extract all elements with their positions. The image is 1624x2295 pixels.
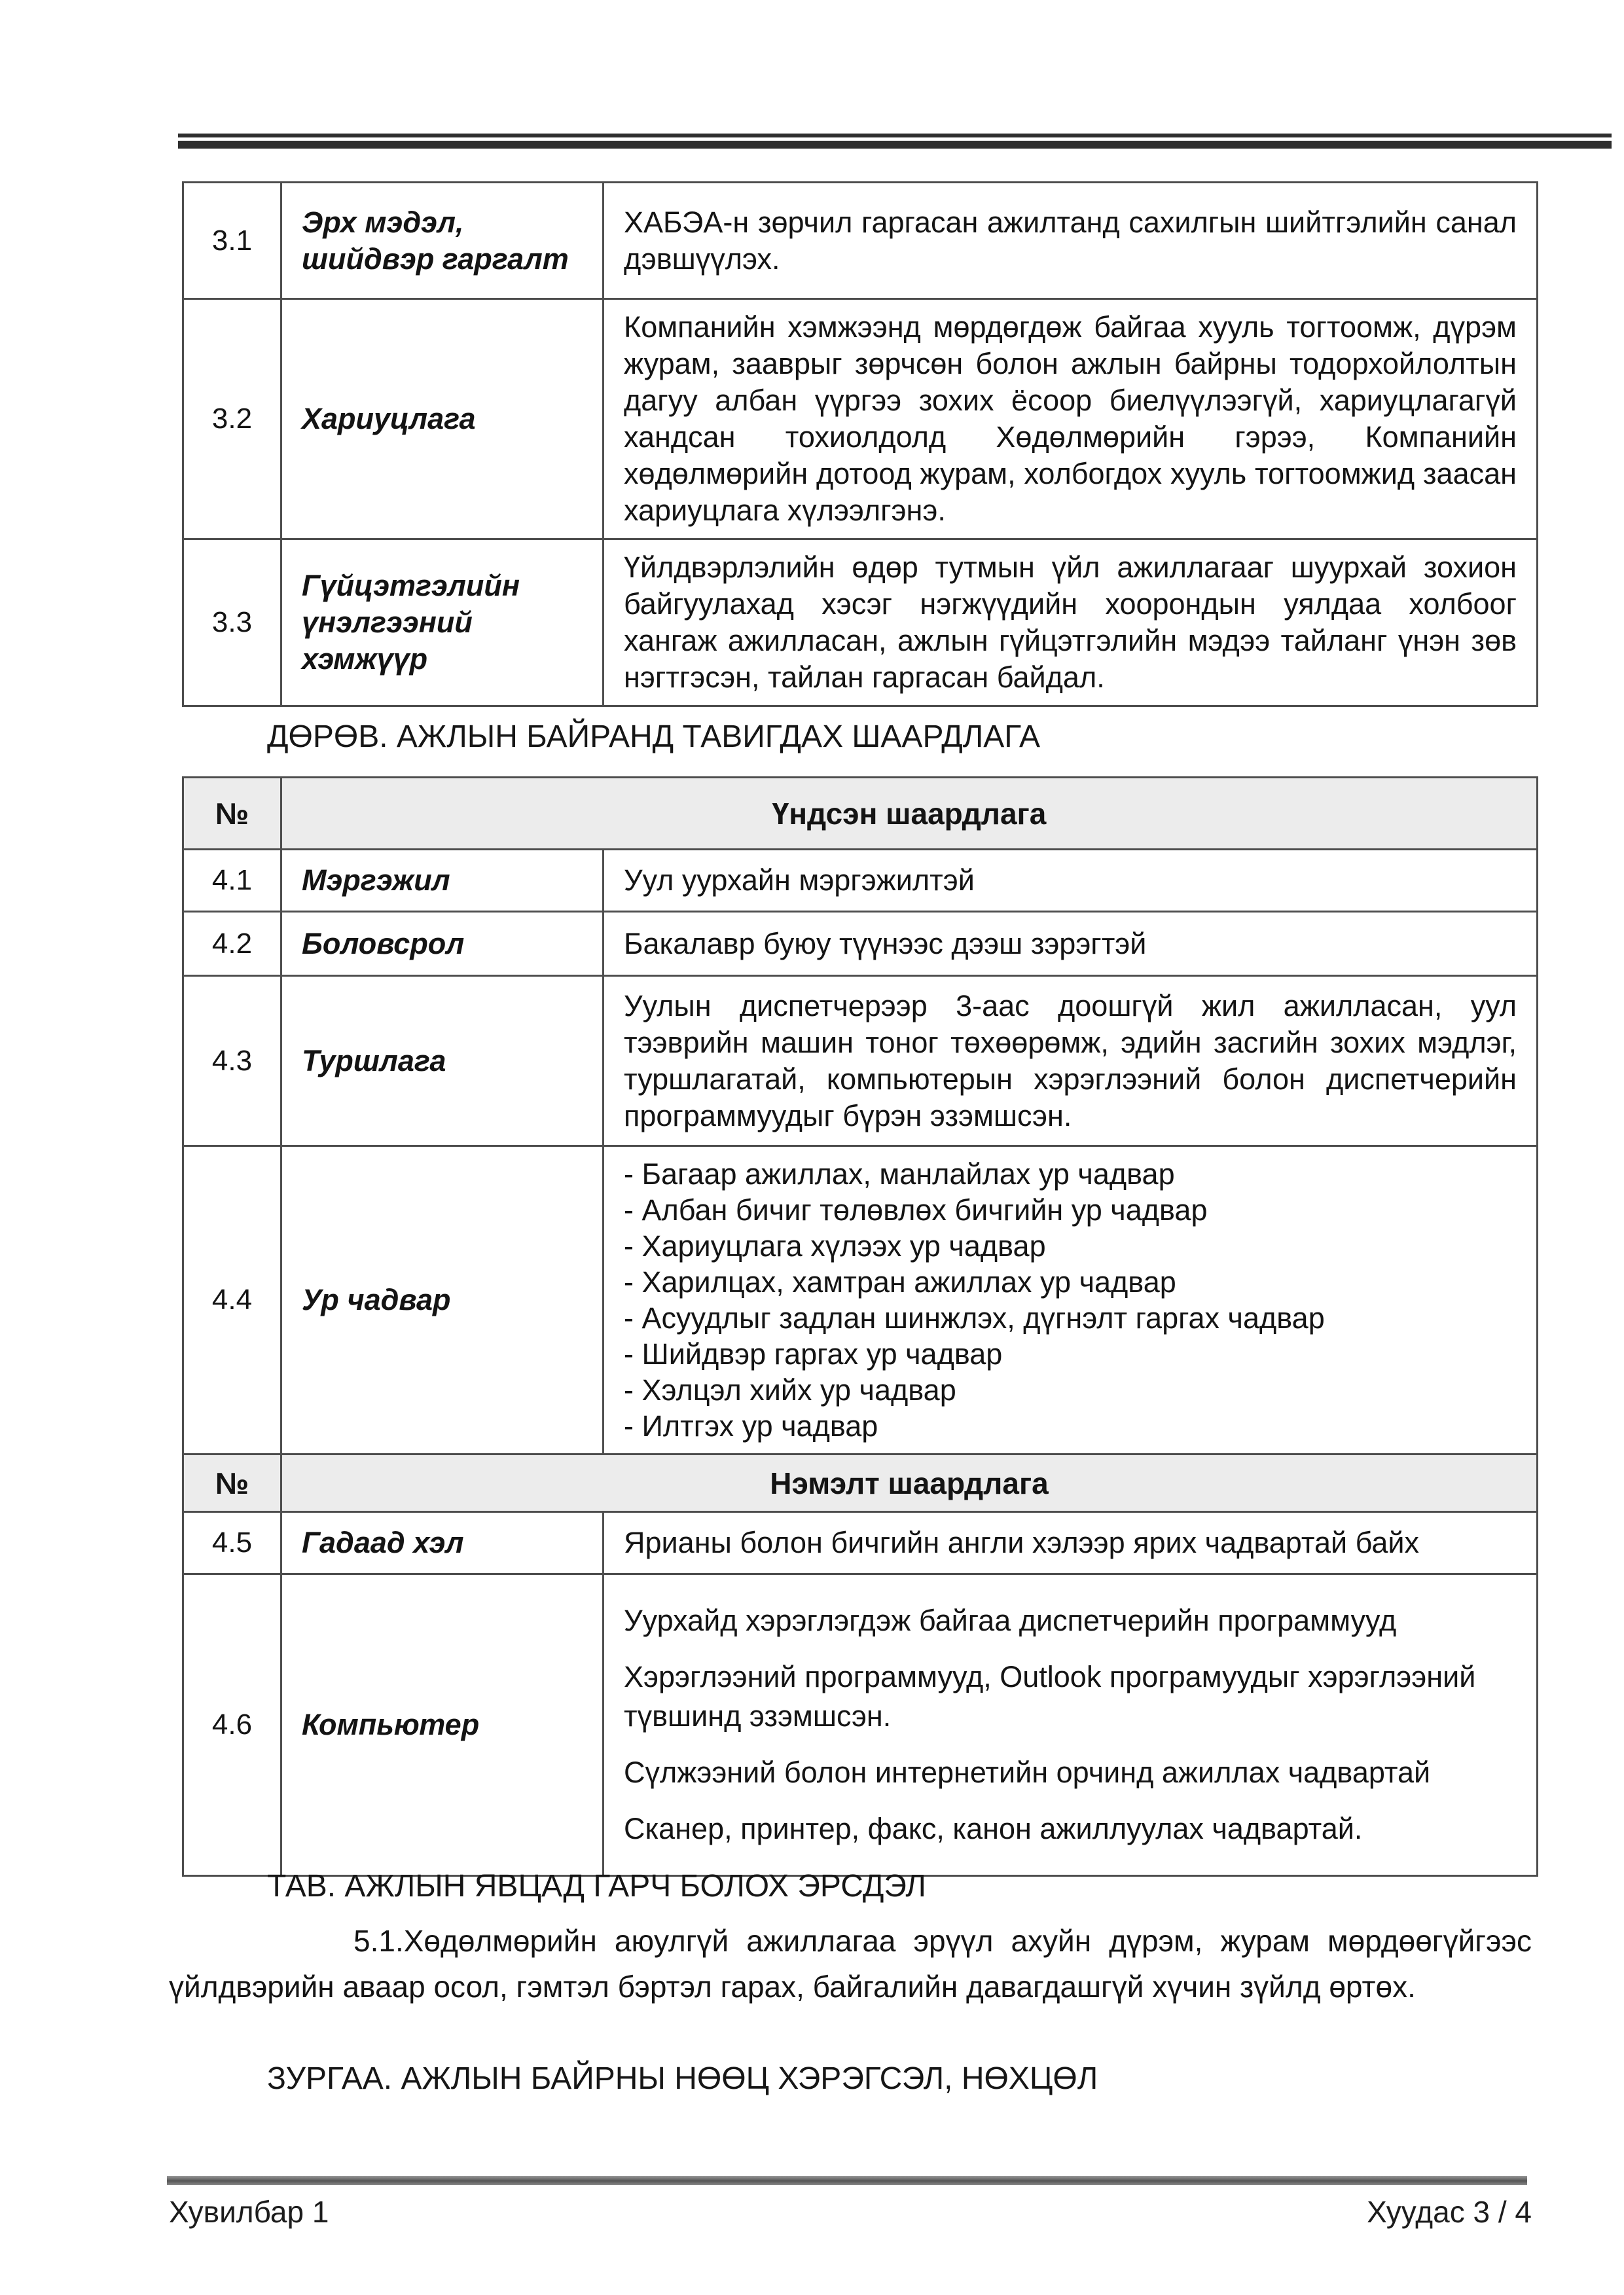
table-row (183, 1574, 1538, 1876)
row-label: Ур чадвар (281, 1146, 604, 1455)
skill-item: - Харилцах, хамтран ажиллах ур чадвар (624, 1265, 1176, 1299)
row-label: Туршлага (281, 976, 604, 1146)
section6-title: ЗУРГАА. АЖЛЫН БАЙРНЫ НӨӨЦ ХЭРЭГСЭЛ, НӨХЦӨЛ (267, 2061, 1098, 2096)
skill-item: - Асуудлыг задлан шинжлэх, дүгнэлт гаргах чадвар (624, 1301, 1325, 1335)
table-row (183, 1512, 1538, 1574)
computer-skill-paragraphs (604, 1574, 1538, 1876)
header-no: № (183, 1455, 281, 1512)
header-main-requirements: Үндсэн шаардлага (281, 778, 1538, 850)
table-row (183, 912, 1538, 976)
section4-title: ДӨРӨВ. АЖЛЫН БАЙРАНД ТАВИГДАХ ШААРДЛАГА (267, 719, 1041, 754)
top-double-rule (178, 134, 1612, 149)
table-row (183, 299, 1538, 539)
table-row (183, 183, 1538, 299)
skill-list (604, 1146, 1538, 1455)
row-label: Гадаад хэл (281, 1512, 604, 1574)
table-row (183, 976, 1538, 1146)
section4-table (182, 776, 1538, 1877)
footer-page-number: Хуудас 3 / 4 (1367, 2195, 1532, 2229)
skill-item: - Хариуцлага хүлээх ур чадвар (624, 1229, 1046, 1263)
row-label: Компьютер (281, 1574, 604, 1876)
skill-item: - Багаар ажиллах, манлайлах ур чадвар (624, 1157, 1175, 1191)
section5-title: ТАВ. АЖЛЫН ЯВЦАД ГАРЧ БОЛОХ ЭРСДЭЛ (267, 1869, 926, 1904)
row-number: 3.3 (183, 539, 281, 706)
skill-item: - Албан бичиг төлөвлөх бичгийн ур чадвар (624, 1193, 1208, 1227)
row-number: 4.1 (183, 850, 281, 912)
skill-item: - Шийдвэр гаргах ур чадвар (624, 1337, 1003, 1371)
paragraph: Сүлжээний болон интернетийн орчинд ажиллах чадвартай (624, 1756, 1431, 1789)
table-row (183, 850, 1538, 912)
top-rule-thick-line (178, 141, 1612, 149)
table-row (183, 1146, 1538, 1455)
paragraph: Уурхайд хэрэглэгдэж байгаа диспетчерийн программууд (624, 1604, 1397, 1637)
table-header-row (183, 778, 1538, 850)
row-label: Гүйцэтгэлийн үнэлгээний хэмжүүр (281, 539, 604, 706)
paragraph: Сканер, принтер, факс, канон ажиллуулах чадвартай. (624, 1812, 1363, 1845)
section5-paragraph: 5.1.Хөдөлмөрийн аюулгүй ажиллагаа эрүүл ахуйн дүрэм, журам мөрдөөгүйгээс үйлдвэрийн аваар осол, гэмтэл бэртэл гарах, байгалийн давагдашгүй хүчин зүйлд өртөх. (169, 1924, 1532, 2004)
row-text: Компанийн хэмжээнд мөрдөгдөж байгаа хууль тогтоомж, дүрэм журам, зааврыг зөрчсөн болон ажлын байрны тодорхойлолтын дагуу албан үүргээ зохих ёсоор биелүүлээгүй, хариуцлагагүй хандсан тохиолдолд Хөдөлмөрийн гэрээ, Компанийн хөдөлмөрийн дотоод журам, холбогдох хууль тогтоомжид заасан хариуцлага хүлээлгэнэ. (604, 299, 1538, 539)
skill-item: - Хэлцэл хийх ур чадвар (624, 1373, 956, 1407)
row-text: ХАБЭА-н зөрчил гаргасан ажилтанд сахилгын шийтгэлийн санал дэвшүүлэх. (604, 183, 1538, 299)
header-extra-requirements: Нэмэлт шаардлага (281, 1455, 1538, 1512)
header-no: № (183, 778, 281, 850)
row-text: Ярианы болон бичгийн англи хэлээр ярих чадвартай байх (604, 1512, 1538, 1574)
footer-rule (167, 2176, 1527, 2185)
row-number: 4.6 (183, 1574, 281, 1876)
row-label: Боловсрол (281, 912, 604, 976)
section3-table (182, 181, 1538, 707)
row-number: 4.4 (183, 1146, 281, 1455)
paragraph: Хэрэглээний программууд, Outlook програмуудыг хэрэглээний түвшинд эзэмшсэн. (624, 1660, 1476, 1733)
footer-version: Хувилбар 1 (169, 2195, 329, 2229)
row-text: Уул уурхайн мэргэжилтэй (604, 850, 1538, 912)
row-number: 4.2 (183, 912, 281, 976)
row-text: Үйлдвэрлэлийн өдөр тутмын үйл ажиллагааг шуурхай зохион байгуулахад хэсэг нэгжүүдийн хоорондын уялдаа холбоог хангаж ажилласан, ажлын гүйцэтгэлийн мэдээ тайланг үнэн зөв нэгтгэсэн, тайлан гаргасан байдал. (604, 539, 1538, 706)
table-header-row (183, 1455, 1538, 1512)
skill-item: - Илтгэх ур чадвар (624, 1409, 878, 1443)
row-label: Мэргэжил (281, 850, 604, 912)
row-number: 3.2 (183, 299, 281, 539)
row-text: Бакалавр буюу түүнээс дээш зэрэгтэй (604, 912, 1538, 976)
table-row (183, 539, 1538, 706)
row-label: Хариуцлага (281, 299, 604, 539)
row-number: 3.1 (183, 183, 281, 299)
row-label: Эрх мэдэл, шийдвэр гаргалт (281, 183, 604, 299)
row-number: 4.5 (183, 1512, 281, 1574)
row-number: 4.3 (183, 976, 281, 1146)
row-text: Уулын диспетчерээр 3-аас доошгүй жил ажилласан, уул тээврийн машин тоног төхөөрөмж, эдийн засгийн зохих мэдлэг, туршлагатай, компьютерын хэрэглээний болон диспетчерийн программуудыг бүрэн эзэмшсэн. (604, 976, 1538, 1146)
